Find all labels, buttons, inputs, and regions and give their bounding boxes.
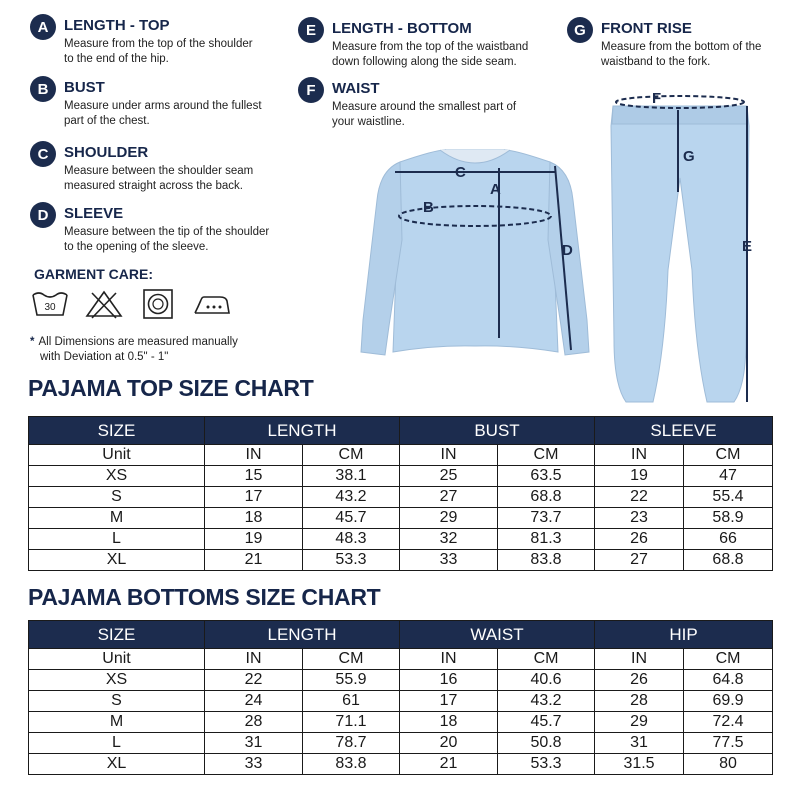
- table-cell: 29: [400, 508, 498, 529]
- table-cell: 19: [205, 529, 303, 550]
- guide-badge: G: [567, 17, 593, 43]
- table-cell: 29: [595, 712, 684, 733]
- table-cell: 43.2: [498, 691, 595, 712]
- table-cell: S: [29, 487, 205, 508]
- unit-row: [29, 445, 773, 466]
- table-row: [29, 691, 773, 712]
- unit-row: [29, 649, 773, 670]
- guide-description: Measure under arms around the fullest part of the chest.: [64, 100, 262, 127]
- guide-title: LENGTH - TOP: [64, 17, 170, 34]
- table-cell: IN: [400, 445, 498, 466]
- top-chart-title: PAJAMA TOP SIZE CHART: [28, 375, 314, 401]
- table-cell: 40.6: [498, 670, 595, 691]
- table-row: [29, 670, 773, 691]
- table-cell: CM: [684, 649, 773, 670]
- table-cell: 72.4: [684, 712, 773, 733]
- table-cell: 20: [400, 733, 498, 754]
- label-e: E: [742, 238, 753, 255]
- table-row: [29, 733, 773, 754]
- guide-description: Measure between the shoulder seam measured straight across the back.: [64, 165, 254, 192]
- table-cell: 31: [205, 733, 303, 754]
- header-sleeve: SLEEVE: [595, 417, 773, 445]
- garment-care-icons: [30, 289, 232, 319]
- table-cell: IN: [595, 445, 684, 466]
- table-cell: 83.8: [303, 754, 400, 775]
- table-cell: 18: [205, 508, 303, 529]
- wash-temperature: 30: [44, 302, 56, 313]
- table-row: [29, 466, 773, 487]
- guide-description: Measure between the tip of the shoulder to the opening of the sleeve.: [64, 226, 270, 253]
- garment-illustration: [355, 90, 795, 410]
- label-f: F: [652, 90, 662, 107]
- table-cell: 68.8: [498, 487, 595, 508]
- table-cell: 55.4: [684, 487, 773, 508]
- table-cell: 21: [205, 550, 303, 571]
- table-cell: 15: [205, 466, 303, 487]
- table-cell: 80: [684, 754, 773, 775]
- label-b: B: [423, 199, 434, 216]
- table-cell: L: [29, 733, 205, 754]
- label-g: G: [683, 148, 695, 165]
- label-d: D: [562, 242, 573, 259]
- table-cell: 71.1: [303, 712, 400, 733]
- table-header-row: [29, 621, 773, 649]
- table-cell: 22: [205, 670, 303, 691]
- table-cell: 31: [595, 733, 684, 754]
- table-cell: 50.8: [498, 733, 595, 754]
- table-cell: CM: [303, 649, 400, 670]
- table-cell: L: [29, 529, 205, 550]
- guide-badge: A: [30, 14, 56, 40]
- table-cell: 78.7: [303, 733, 400, 754]
- table-row: [29, 529, 773, 550]
- table-cell: 21: [400, 754, 498, 775]
- measurement-note: [30, 335, 238, 365]
- table-cell: M: [29, 712, 205, 733]
- table-row: [29, 487, 773, 508]
- guide-title: SLEEVE: [64, 205, 124, 222]
- table-cell: CM: [498, 445, 595, 466]
- table-cell: IN: [400, 649, 498, 670]
- table-cell: 43.2: [303, 487, 400, 508]
- table-cell: 69.9: [684, 691, 773, 712]
- table-cell: M: [29, 508, 205, 529]
- table-cell: 25: [400, 466, 498, 487]
- table-cell: 53.3: [303, 550, 400, 571]
- table-cell: 32: [400, 529, 498, 550]
- guide-description: Measure around the smallest part of your waistline.: [332, 101, 517, 128]
- table-cell: 16: [400, 670, 498, 691]
- table-cell: 77.5: [684, 733, 773, 754]
- label-a: A: [490, 181, 501, 198]
- table-cell: XL: [29, 754, 205, 775]
- header-size: SIZE: [29, 621, 205, 649]
- table-row: [29, 754, 773, 775]
- guide-title: LENGTH - BOTTOM: [332, 20, 472, 37]
- bottoms-chart-title: PAJAMA BOTTOMS SIZE CHART: [28, 584, 381, 610]
- table-cell: 64.8: [684, 670, 773, 691]
- table-cell: 27: [595, 550, 684, 571]
- table-cell: 19: [595, 466, 684, 487]
- label-c: C: [455, 164, 466, 181]
- guide-badge: E: [298, 17, 324, 43]
- table-cell: 47: [684, 466, 773, 487]
- note-line-1: All Dimensions are measured manually: [38, 336, 238, 348]
- table-cell: CM: [303, 445, 400, 466]
- guide-title: FRONT RISE: [601, 20, 692, 37]
- table-cell: XS: [29, 670, 205, 691]
- table-cell: Unit: [29, 445, 205, 466]
- table-cell: 48.3: [303, 529, 400, 550]
- table-cell: XS: [29, 466, 205, 487]
- header-waist: WAIST: [400, 621, 595, 649]
- guide-badge: D: [30, 202, 56, 228]
- header-bust: BUST: [400, 417, 595, 445]
- table-cell: 61: [303, 691, 400, 712]
- garment-care-title: GARMENT CARE:: [34, 266, 153, 282]
- table-header-row: [29, 417, 773, 445]
- table-cell: 45.7: [303, 508, 400, 529]
- pajama-top-illustration: [361, 150, 589, 355]
- pajama-bottoms-illustration: [611, 106, 749, 402]
- header-hip: HIP: [595, 621, 773, 649]
- guide-badge: B: [30, 76, 56, 102]
- guide-description: Measure from the top of the shoulder to the end of the hip.: [64, 38, 253, 65]
- table-cell: CM: [684, 445, 773, 466]
- guide-title: WAIST: [332, 80, 380, 97]
- table-cell: 28: [595, 691, 684, 712]
- bottoms-size-table: [28, 620, 773, 775]
- table-cell: 45.7: [498, 712, 595, 733]
- table-cell: 33: [205, 754, 303, 775]
- table-cell: 53.3: [498, 754, 595, 775]
- guide-description: Measure from the top of the waistband down following along the side seam.: [332, 41, 529, 68]
- no-bleach-icon: [84, 289, 124, 319]
- guide-description: Measure from the bottom of the waistband to the fork.: [601, 41, 762, 68]
- top-size-table: [28, 416, 773, 571]
- table-cell: 33: [400, 550, 498, 571]
- table-cell: 22: [595, 487, 684, 508]
- table-cell: 24: [205, 691, 303, 712]
- table-cell: 28: [205, 712, 303, 733]
- table-cell: 17: [205, 487, 303, 508]
- guide-title: BUST: [64, 79, 105, 96]
- iron-low-icon: [192, 289, 232, 319]
- table-row: [29, 712, 773, 733]
- table-cell: 26: [595, 670, 684, 691]
- table-cell: 58.9: [684, 508, 773, 529]
- table-cell: IN: [205, 445, 303, 466]
- table-cell: 31.5: [595, 754, 684, 775]
- table-cell: 27: [400, 487, 498, 508]
- table-cell: 17: [400, 691, 498, 712]
- table-cell: 81.3: [498, 529, 595, 550]
- table-cell: Unit: [29, 649, 205, 670]
- table-cell: 63.5: [498, 466, 595, 487]
- table-row: [29, 508, 773, 529]
- table-cell: 83.8: [498, 550, 595, 571]
- header-length: LENGTH: [205, 417, 400, 445]
- table-cell: 68.8: [684, 550, 773, 571]
- table-cell: 73.7: [498, 508, 595, 529]
- table-cell: 66: [684, 529, 773, 550]
- table-cell: CM: [498, 649, 595, 670]
- table-cell: 23: [595, 508, 684, 529]
- guide-title: SHOULDER: [64, 144, 149, 161]
- table-row: [29, 550, 773, 571]
- table-cell: 55.9: [303, 670, 400, 691]
- table-cell: IN: [205, 649, 303, 670]
- note-line-2: with Deviation at 0.5" - 1": [40, 351, 169, 363]
- table-cell: 38.1: [303, 466, 400, 487]
- note-asterisk: *: [30, 336, 35, 348]
- table-cell: IN: [595, 649, 684, 670]
- table-cell: S: [29, 691, 205, 712]
- header-length: LENGTH: [205, 621, 400, 649]
- table-cell: 18: [400, 712, 498, 733]
- tumble-dry-icon: [138, 289, 178, 319]
- table-cell: 26: [595, 529, 684, 550]
- table-cell: XL: [29, 550, 205, 571]
- header-size: SIZE: [29, 417, 205, 445]
- guide-badge: C: [30, 141, 56, 167]
- guide-badge: F: [298, 77, 324, 103]
- wash-30-icon: [30, 289, 70, 319]
